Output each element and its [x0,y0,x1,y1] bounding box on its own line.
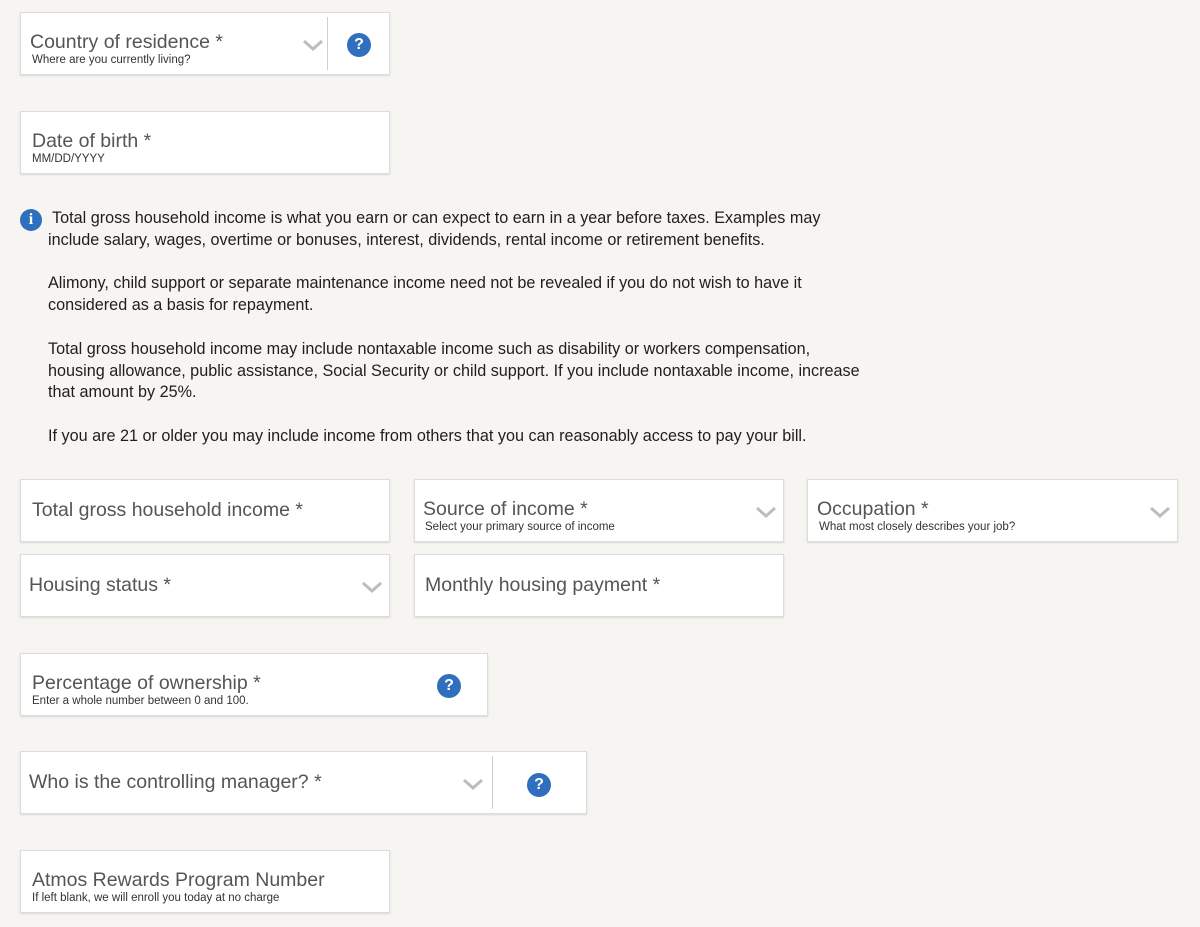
country-select[interactable] [20,12,390,75]
occupation-label: Occupation * [817,498,929,520]
rewards-label: Atmos Rewards Program Number [32,869,325,891]
monthly-housing-payment-field[interactable] [414,554,784,617]
chevron-down-icon[interactable] [1148,505,1172,519]
source-of-income-select[interactable] [414,479,784,542]
info-icon: i [20,209,42,231]
source-hint: Select your primary source of income [425,521,615,533]
occupation-select[interactable] [807,479,1178,542]
info-paragraph: Total gross household income may include nontaxable income such as disability or workers compensation, housing allowance, public assistance, Social Security or child support. If you include nontaxable income, increase that amount by 25%. [48,339,860,402]
rewards-number-field[interactable] [20,850,390,913]
occupation-hint: What most closely describes your job? [819,521,1016,533]
dob-hint: MM/DD/YYYY [32,153,105,165]
chevron-down-icon[interactable] [360,580,384,594]
chevron-down-icon[interactable] [461,777,485,791]
country-label: Country of residence * [30,31,223,53]
source-label: Source of income * [423,498,588,520]
chevron-down-icon[interactable] [301,38,325,52]
info-paragraph: Alimony, child support or separate maintenance income need not be revealed if you do not wish to have it considered as a basis for repayment. [48,274,802,315]
ownership-hint: Enter a whole number between 0 and 100. [32,695,249,707]
help-icon[interactable]: ? [347,33,371,57]
field-divider [492,756,493,809]
housing-payment-label: Monthly housing payment * [425,574,661,596]
housing-status-label: Housing status * [29,574,171,596]
manager-label: Who is the controlling manager? * [29,771,322,793]
ownership-percentage-field[interactable] [20,653,488,716]
controlling-manager-select[interactable] [20,751,587,814]
field-divider [327,17,328,70]
income-info-text [48,208,868,470]
help-icon[interactable]: ? [437,674,461,698]
info-paragraph: If you are 21 or older you may include income from others that you can reasonably access to pay your bill. [48,426,807,445]
housing-status-select[interactable] [20,554,390,617]
ownership-label: Percentage of ownership * [32,672,261,694]
info-paragraph: Total gross household income is what you earn or can expect to earn in a year before taxes. Examples may include salary, wages, overtime or bonuses, interest, dividends, rental income or retirement benefits. [48,209,821,249]
dob-label: Date of birth * [32,130,152,152]
help-icon[interactable]: ? [527,773,551,797]
date-of-birth-field[interactable] [20,111,390,174]
rewards-hint: If left blank, we will enroll you today at no charge [32,892,280,904]
income-label: Total gross household income * [32,499,303,521]
chevron-down-icon[interactable] [754,505,778,519]
total-income-field[interactable] [20,479,390,542]
country-hint: Where are you currently living? [32,54,191,66]
